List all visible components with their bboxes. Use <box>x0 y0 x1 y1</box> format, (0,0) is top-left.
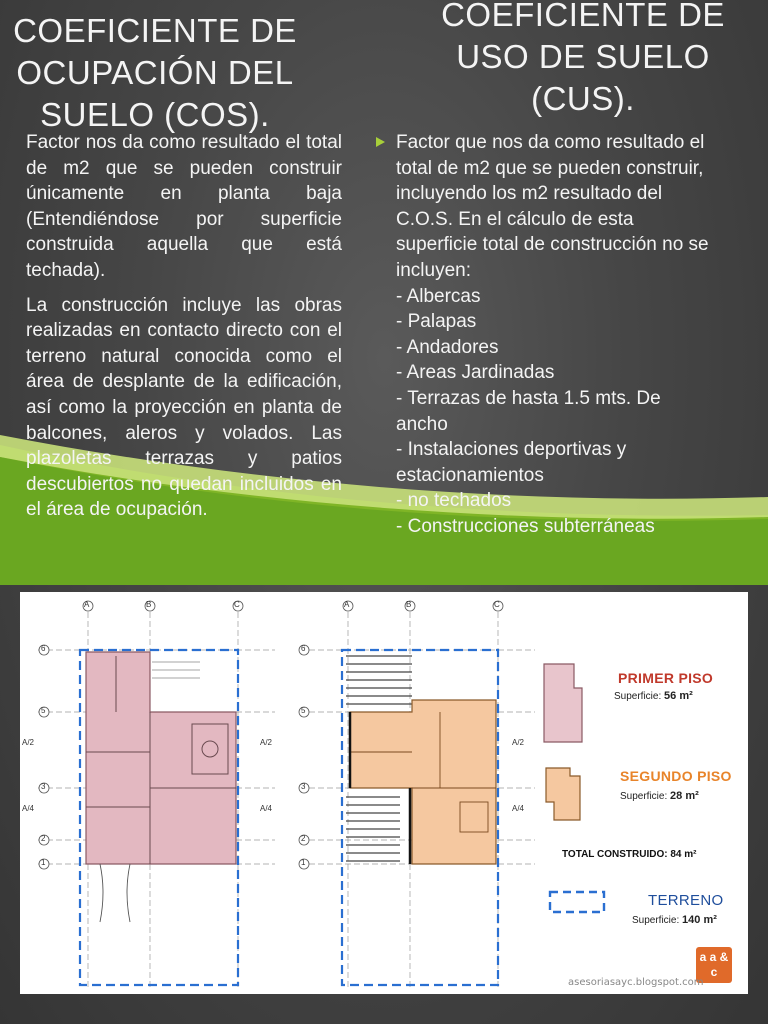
axis-number-5: 5 <box>301 706 306 715</box>
title-cos-line-1: COEFICIENTE DE <box>13 12 297 49</box>
excluded-item: - Areas Jardinadas <box>396 362 555 384</box>
cus-intro-line: Factor que nos da como resultado el <box>396 132 705 153</box>
excluded-item: ancho <box>396 413 448 435</box>
title-cus <box>418 0 748 120</box>
excluded-item: - Construcciones subterráneas <box>396 515 655 537</box>
title-cus-line-1: COEFICIENTE DE <box>441 0 725 33</box>
axis-number-6: 6 <box>41 644 46 653</box>
surface-label: Superficie: <box>632 915 680 926</box>
axis-label-a: A <box>84 600 90 609</box>
section-label: A/4 <box>512 804 525 813</box>
cus-intro-line: C.O.S. En el cálculo de esta <box>396 208 634 230</box>
section-label: A/2 <box>260 738 273 747</box>
cus-description <box>376 130 746 540</box>
title-cos-line-2: OCUPACIÓN DEL <box>16 54 294 91</box>
axis-number-5: 5 <box>41 706 46 715</box>
bullet-arrow-icon <box>376 137 385 147</box>
axis-number-6: 6 <box>301 644 306 653</box>
section-label: A/4 <box>22 804 35 813</box>
legend-terreno-surface <box>632 914 717 926</box>
cus-intro-line: superficie total de construcción no se <box>396 234 709 256</box>
cus-bullet <box>376 130 746 540</box>
axis-number-2: 2 <box>41 834 46 843</box>
legend-total-construido: TOTAL CONSTRUIDO: 84 m² <box>562 849 697 860</box>
surface-value: 28 m² <box>670 790 699 802</box>
excluded-item: - Palapas <box>396 311 477 333</box>
axis-number-1: 1 <box>301 858 306 867</box>
watermark-text: asesoriasayc.blogspot.com <box>568 977 704 988</box>
excluded-item: - no techados <box>396 490 512 512</box>
cus-intro-line: incluyen: <box>396 259 471 281</box>
surface-value: 56 m² <box>664 690 693 702</box>
cos-paragraph-1: Factor nos da como resultado el total de m2 que se pueden construir únicamente en planta baja (Entendiéndose por superficie construida aquella que está techada). <box>26 132 342 281</box>
legend-primer-piso-title: PRIMER PISO <box>618 670 714 686</box>
section-label: A/2 <box>512 738 525 747</box>
title-cus-line-2: USO DE SUELO <box>456 38 710 75</box>
title-cus-line-3: (CUS). <box>531 80 635 117</box>
section-label: A/4 <box>260 804 273 813</box>
axis-number-3: 3 <box>301 782 306 791</box>
excluded-item: - Albercas <box>396 285 481 307</box>
surface-value: 140 m² <box>682 914 717 926</box>
excluded-item: - Instalaciones deportivas y <box>396 439 627 461</box>
floor-plan-image <box>20 592 748 994</box>
axis-label-b: B <box>406 600 412 609</box>
axis-number-2: 2 <box>301 834 306 843</box>
legend-segundo-piso-surface <box>620 790 699 802</box>
cos-paragraph-2: La construcción incluye las obras realizadas en contacto directo con el terreno natural conocida como el área de desplante de la edificación, así como la proyección en planta de balcones, aleros y volados. Las plazoletas terrazas y patios descubiertos no quedan incluidos en el área de ocupación. <box>26 294 342 521</box>
axis-label-c: C <box>234 600 240 609</box>
cus-intro-line: total de m2 que se pueden construir, <box>396 157 704 179</box>
axis-number-1: 1 <box>41 858 46 867</box>
excluded-item: - Andadores <box>396 336 499 358</box>
axis-label-b: B <box>146 600 152 609</box>
section-label: A/2 <box>22 738 35 747</box>
legend-terreno-title: TERRENO <box>648 892 724 909</box>
axis-label-c: C <box>494 600 500 609</box>
axis-label-a: A <box>344 600 350 609</box>
excluded-item: estacionamientos <box>396 464 544 486</box>
surface-label: Superficie: <box>614 691 662 702</box>
cus-intro-line: incluyendo los m2 resultado del <box>396 183 663 205</box>
aac-logo: a a & c <box>696 947 732 983</box>
title-cos-line-3: SUELO (COS). <box>40 96 270 133</box>
axis-number-3: 3 <box>41 782 46 791</box>
excluded-item: - Terrazas de hasta 1.5 mts. De <box>396 387 661 409</box>
cos-description <box>26 130 342 532</box>
surface-label: Superficie: <box>620 791 668 802</box>
legend-segundo-piso-title: SEGUNDO PISO <box>620 768 732 784</box>
title-cos <box>0 10 310 136</box>
legend-primer-piso-surface <box>614 690 693 702</box>
